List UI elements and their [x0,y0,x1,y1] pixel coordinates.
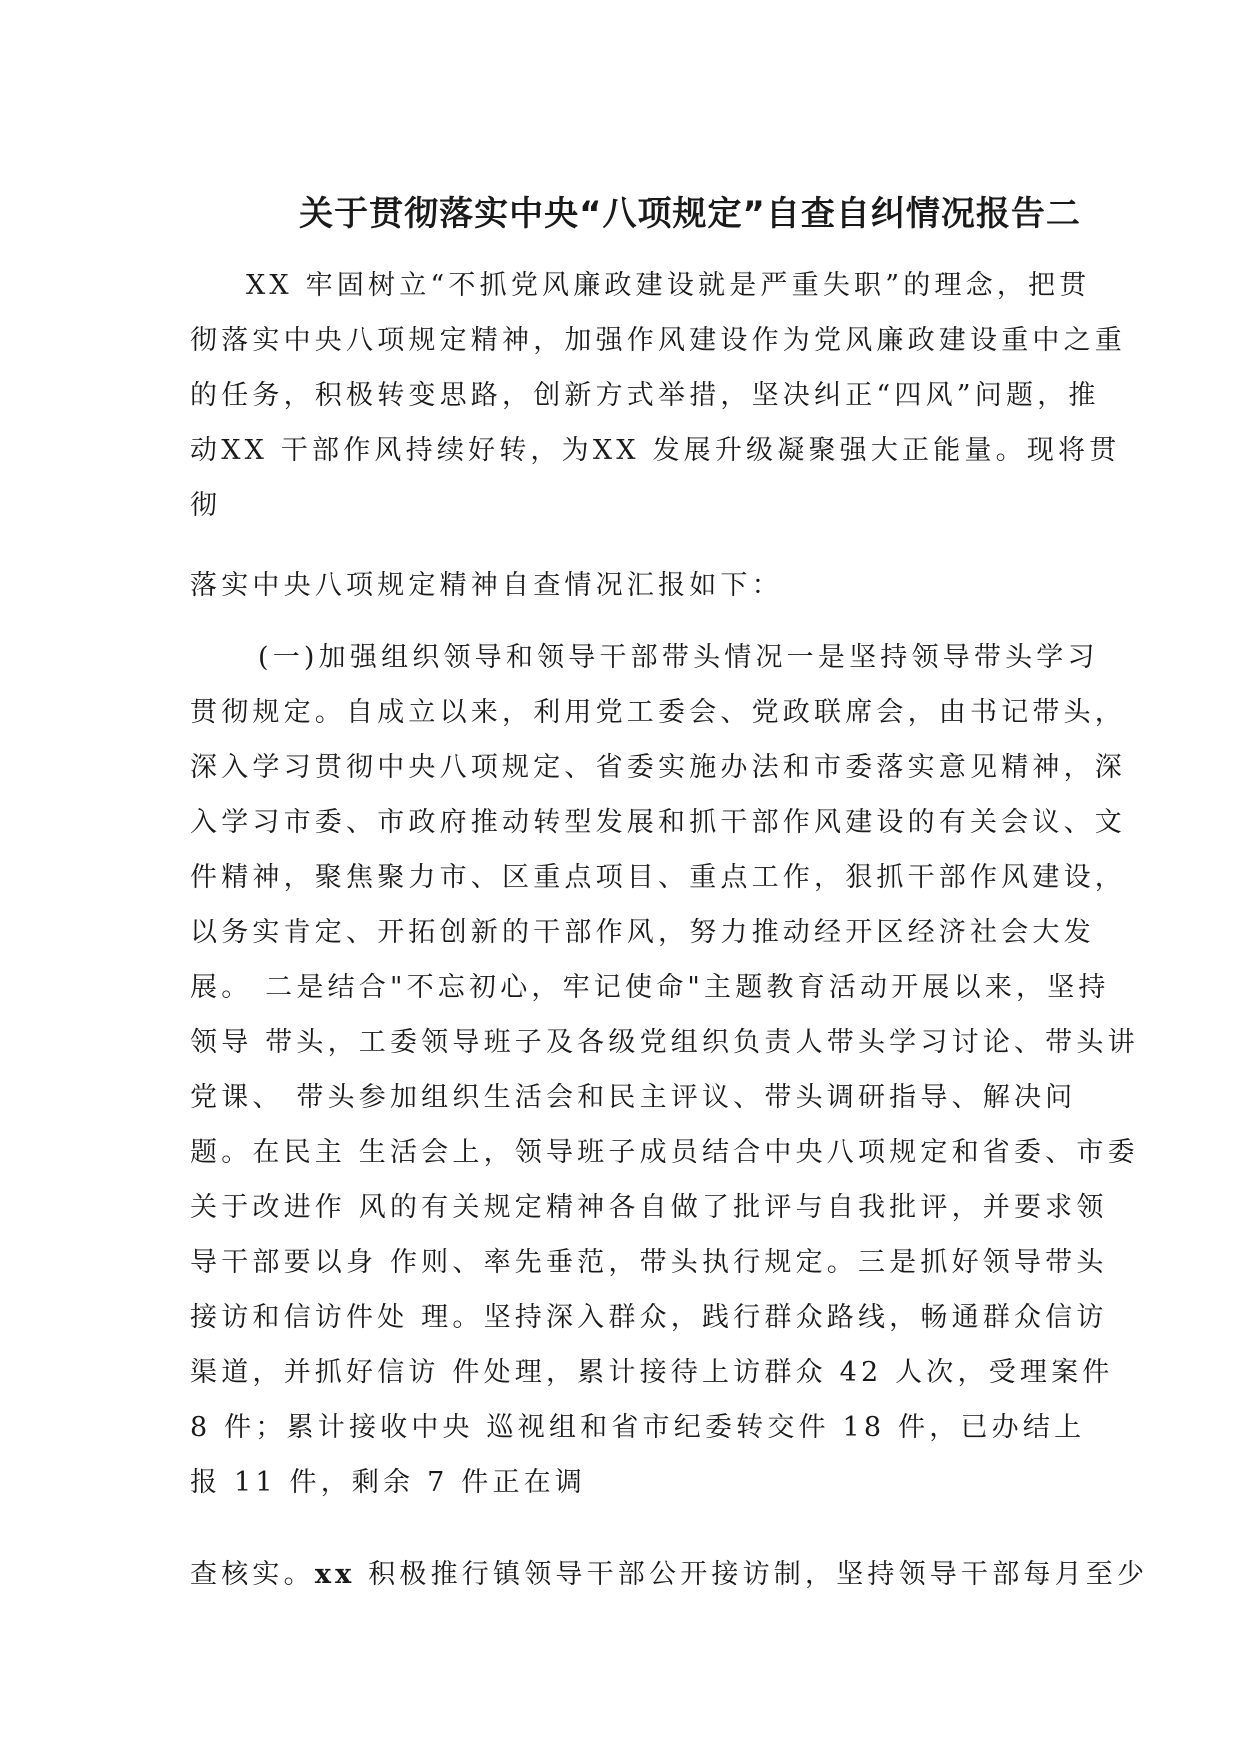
paragraph-line: 入学习市委、市政府推动转型发展和抓干部作风建设的有关会议、文 [190,807,1126,838]
paragraph-2 [190,558,1070,613]
paragraph-line: 展。 二是结合"不忘初心，牢记使命"主题教育活动开展以来，坚持 [190,972,1110,1003]
paragraph-line: 题。在民主 生活会上，领导班子成员结合中央八项规定和省委、市委 [190,1137,1139,1168]
paragraph-line: 渠道，并抓好信访 件处理，累计接待上访群众 42 人次，受理案件 [190,1357,1114,1388]
bold-text: xx [314,1559,356,1590]
paragraph-line: (一)加强组织领导和领导干部带头情况一是坚持领导带头学习 [258,642,1099,673]
paragraph-line: 党课、 带头参加组织生活会和民主评议、带头调研指导、解决问 [190,1082,1077,1113]
paragraph-line: 领导 带头，工委领导班子及各级党组织负责人带头学习讨论、带头讲 [190,1027,1139,1058]
paragraph-line: 深入学习贯彻中央八项规定、省委实施办法和市委落实意见精神，深 [190,752,1126,783]
paragraph-line: 动XX 干部作风持续好转，为XX 发展升级凝聚强大正能量。现将贯 [190,435,1121,466]
paragraph-line: 贯彻规定。自成立以来，利用党工委会、党政联席会，由书记带头， [190,697,1126,728]
paragraph-4 [190,1547,1149,1602]
paragraph-line: 落实中央八项规定精神自查情况汇报如下： [190,570,783,601]
paragraph-line: 报 11 件，剩余 7 件正在调 [190,1467,587,1498]
paragraph-3 [190,630,1139,1510]
paragraph-line: 件精神，聚焦聚力市、区重点项目、重点工作，狠抓干部作风建设， [190,862,1126,893]
paragraph-1 [190,258,1126,533]
paragraph-line: 8 件；累计接收中央 巡视组和省市纪委转交件 18 件，已办结上 [190,1412,1086,1443]
paragraph-line: 导干部要以身 作则、率先垂范，带头执行规定。三是抓好领导带头 [190,1247,1108,1278]
paragraph-line: XX 牢固树立“不抓党风廉政建设就是严重失职”的理念，把贯 [246,270,1091,301]
paragraph-text: 积极推行镇领导干部公开接访制，坚持领导干部每月至少 [355,1559,1149,1590]
paragraph-line: 的任务，积极转变思路，创新方式举措，坚决纠正“四风”问题，推 [190,380,1100,411]
document-title: 关于贯彻落实中央“八项规定”自查自纠情况报告二 [299,194,1081,234]
paragraph-line: 关于改进作 风的有关规定精神各自做了批评与自我批评，并要求领 [190,1192,1108,1223]
paragraph-line: 接访和信访件处 理。坚持深入群众，践行群众路线，畅通群众信访 [190,1302,1108,1333]
paragraph-text: 查核实。 [190,1559,315,1590]
paragraph-line [190,1547,1149,1602]
paragraph-line: 彻 [190,490,222,521]
paragraph-line: 以务实肯定、开拓创新的干部作风，努力推动经开区经济社会大发 [190,917,1095,948]
paragraph-line: 彻落实中央八项规定精神，加强作风建设作为党风廉政建设重中之重 [190,325,1126,356]
